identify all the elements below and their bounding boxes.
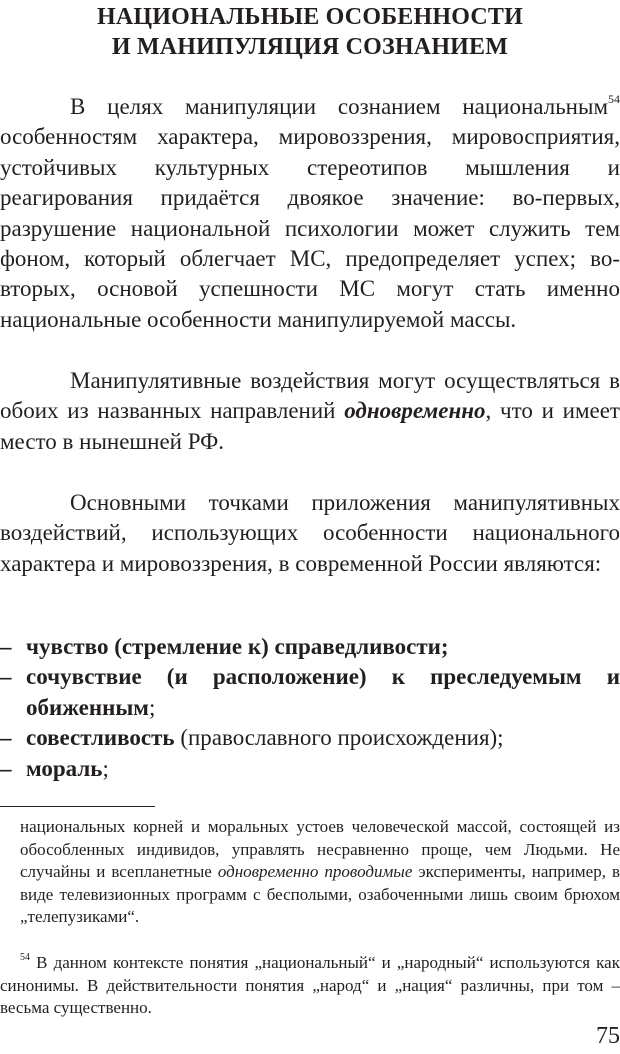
emphasis-simultaneously: одновременно (344, 398, 486, 424)
paragraph-1-start: В целях манипуляции сознанием национальным (70, 94, 608, 119)
list-dash: – (0, 634, 12, 659)
list-item-rest: (православного происхождения); (174, 725, 504, 751)
footnote-54 (0, 952, 620, 1020)
list-dash: – (0, 725, 12, 751)
list-item-rest: ; (102, 755, 109, 781)
footnote-54-mark: 54 (20, 952, 30, 963)
footnote-continued-b: эксперименты, например, в виде телевизионных программ с бесполыми, озабоченными лишь своим брюхом „телепузиками“. (20, 862, 620, 927)
paragraph-2-start: Манипулятивные воздействия могут осуществляться в обоих из названных направлений (0, 368, 620, 424)
list-item-bold: совестливость (26, 725, 175, 751)
list-item (0, 632, 620, 662)
list-item-bold: мораль (26, 755, 103, 781)
list-dash: – (0, 664, 12, 690)
paragraph-2 (0, 366, 620, 457)
list-item-bold: чувство (стремление к) справедливости; (26, 634, 449, 659)
list-item (0, 754, 620, 784)
paragraph-1-rest: особенностям характера, мировоззрения, мировосприятия, устойчивых культурных стереотипов мышления и реагирования придаётся двоякое значение: во-первых, разрушение национальной психологии может служить тем фоном, который облегчает МС, предопределяет успех; во-вторых, основой успешности МС могут стать именно национальные особенности манипулируемой массы. (0, 124, 620, 332)
list-item (0, 723, 620, 753)
list-dash: – (0, 755, 12, 781)
list-item-bold: сочувствие (и расположение) к преследуемым и обиженным (26, 664, 620, 720)
chapter-title-line-1: НАЦИОНАЛЬНЫЕ ОСОБЕННОСТИ (97, 4, 523, 30)
footnote-54-text: В данном контексте понятия „национальный“ и „народный“ используются как синонимы. В действительности понятия „народ“ и „нация“ различны, при том – весьма существенно. (0, 953, 620, 1018)
paragraph-2-end: , что и имеет место в нынешней РФ. (0, 398, 620, 454)
chapter-title-line-2: И МАНИПУЛЯЦИЯ СОЗНАНИЕМ (111, 34, 509, 60)
footnote-continued-emphasis: одновременно проводимые (217, 862, 413, 882)
footnote-ref-54[interactable]: 54 (608, 92, 620, 106)
list-item-rest: ; (148, 694, 156, 720)
paragraph-3 (0, 488, 620, 579)
page-number: 75 (596, 1023, 620, 1049)
footnote-continued-a: национальных корней и моральных устоев человеческой массой, состоящей из обособленных индивидов, управлять несравненно проще, чем Людьми. Не случайны и всепланетные (20, 817, 620, 882)
footnote-continued (20, 816, 620, 929)
list-item (0, 662, 620, 723)
paragraph-3-text: Основными точками приложения манипулятивных воздействий, использующих особенности национального характера и мировоззрения, в современной России являются: (0, 490, 620, 576)
footnote-separator (0, 806, 155, 807)
bullet-list (0, 632, 620, 784)
paragraph-1 (0, 92, 620, 335)
